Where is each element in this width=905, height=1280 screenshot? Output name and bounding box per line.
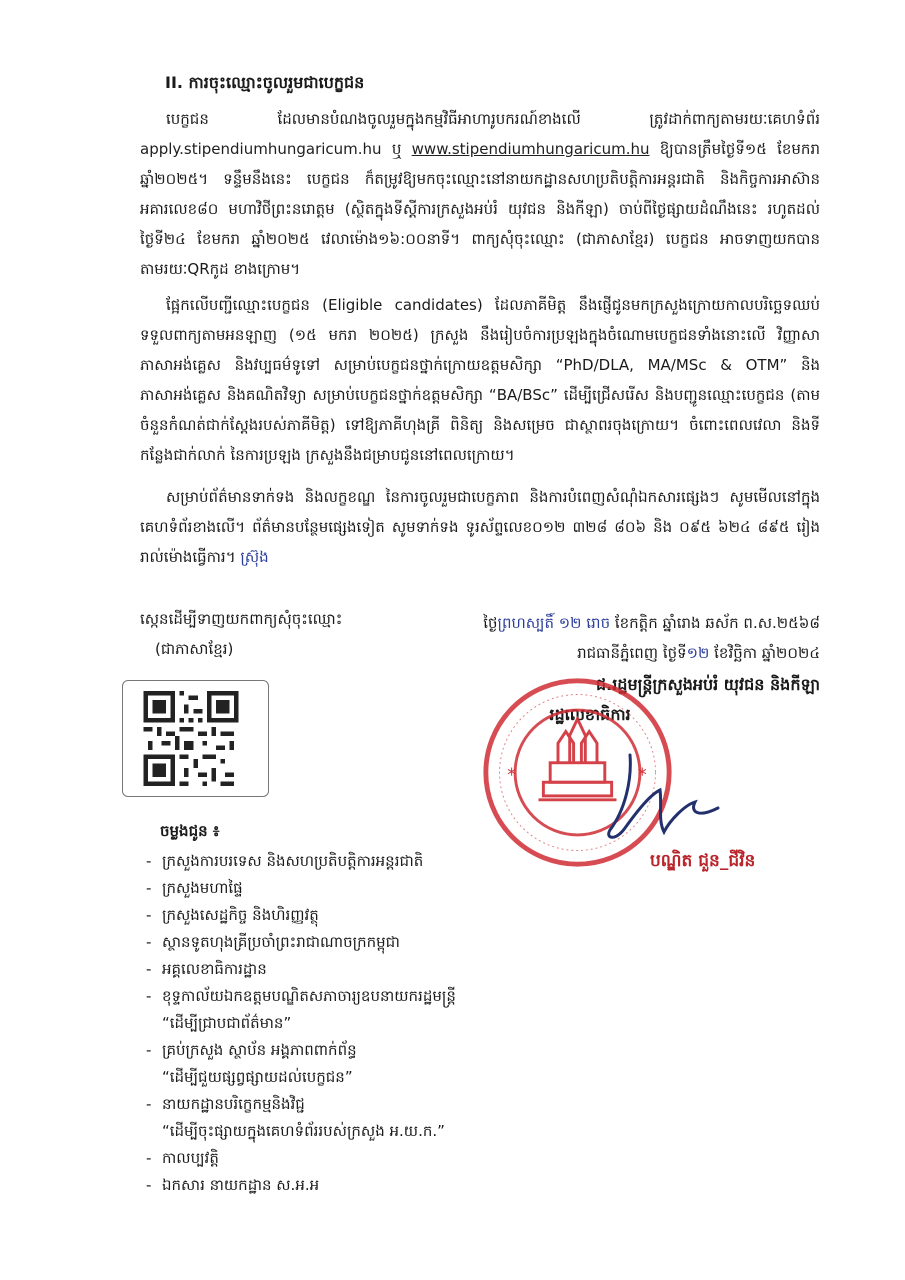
qr-code-graphic — [141, 691, 241, 786]
cc-item: - ស្ថានទូតហុងគ្រីប្រចាំព្រះរាជាណាចក្រកម្ពុជា — [140, 929, 560, 956]
date-lunar-handwritten: ព្រហស្បតិ៍ ១២ រោច — [497, 614, 611, 632]
date-lunar-prefix: ថ្ងៃ — [483, 614, 498, 632]
website-link[interactable]: www.stipendiumhungaricum.hu — [411, 140, 650, 158]
para1-or: ឬ — [391, 140, 402, 158]
para3-text: សម្រាប់ព័ត៌មានទាក់ទង និងលក្ខខណ្ឌ នៃការចូលរួមជាបេក្ខភាព និងការបំពេញសំណុំឯកសារផ្សេងៗ សូមមើលនៅក្នុងគេហទំព័រខាងលើ។ ព័ត៌មានបន្ថែមផ្សេងទៀត សូមទាក់ទង ទូរស័ព្ទលេខ០១២ ៣២៨ ៨០៦ និង ០៩៥ ៦២៤ ៨៩៥ រៀងរាល់ម៉ោងធ្វើការ។ — [140, 488, 820, 566]
cc-item: - ក្រសួងសេដ្ឋកិច្ច និងហិរញ្ញវត្ថុ — [140, 902, 560, 929]
cc-item: - ក្រសួងការបរទេស និងសហប្រតិបត្តិការអន្តរជាតិ — [140, 848, 560, 875]
qr-code[interactable] — [122, 680, 269, 797]
cc-item: - ឯកសារ នាយកដ្ឋាន ស.អ.អ — [140, 1172, 560, 1199]
cc-item: - គ្រប់ក្រសួង ស្ថាប័ន អង្គភាពពាក់ព័ន្ធ — [140, 1037, 560, 1064]
cc-item-note: “ដើម្បីជួយផ្សព្វផ្សាយដល់បេក្ខជន” — [162, 1068, 353, 1086]
date-solar — [440, 644, 820, 666]
para1-part1: បេក្ខជន ដែលមានបំណងចូលរួមក្នុងកម្មវិធីអាហារូបករណ៍ខាងលើ ត្រូវដាក់ពាក្យតាមរយៈគេហទំព័រ — [166, 110, 820, 128]
cc-item: - ខុទ្ទកាល័យឯកឧត្តមបណ្ឌិតសភាចារ្យឧបនាយករដ្ឋមន្ត្រី — [140, 983, 560, 1010]
svg-text:*: * — [507, 765, 517, 786]
cc-item: - ក្រសួងមហាផ្ទៃ — [140, 875, 560, 902]
handwritten-initials: ស្រ៊ុង — [240, 548, 269, 566]
cc-title: ចម្លងជូន ៖ — [160, 822, 220, 840]
cc-item: - អគ្គលេខាធិការដ្ឋាន — [140, 956, 560, 983]
qr-sublabel: (ជាភាសាខ្មែរ) — [155, 640, 234, 658]
date-solar-prefix: រាជធានីភ្នំពេញ ថ្ងៃទី — [577, 644, 687, 662]
apply-link[interactable]: apply.stipendiumhungaricum.hu — [140, 140, 382, 158]
para2-text: ផ្អែកលើបញ្ជីឈ្មោះបេក្ខជន (Eligible candidates) ដែលភាគីមិត្ត នឹងផ្ញើជូនមកក្រសួងក្រោយកាលបរិច្ឆេទឈប់ទទួលពាក្យតាមអនឡាញ (១៥ មករា ២០២៥) ក្រសួង នឹងរៀបចំការប្រឡងក្នុងចំណោមបេក្ខជនទាំងនោះលើ វិញ្ញាសាភាសាអង់គ្លេស និងវប្បធម៌ទូទៅ សម្រាប់បេក្ខជនថ្នាក់ក្រោយឧត្តមសិក្សា “PhD/DLA, MA/MSc & OTM” និងភាសាអង់គ្លេស និងគណិតវិទ្យា សម្រាប់បេក្ខជនថ្នាក់ឧត្តមសិក្សា “BA/BSc” ដើម្បីជ្រើសរើស និងបញ្ជូនឈ្មោះបេក្ខជន (តាមចំនួនកំណត់ជាក់ស្តែងរបស់ភាគីមិត្ត) ទៅឱ្យភាគីហុងគ្រី ពិនិត្យ និងសម្រេច ជាស្ថាពរចុងក្រោយ។ ចំពោះពេលវេលា និងទីកន្លែងជាក់លាក់ នៃការប្រឡង ក្រសួងនឹងជម្រាបជូននៅពេលក្រោយ។ — [140, 296, 820, 464]
cc-item: - នាយកដ្ឋានបរិក្ខេកម្មនិងវិជ្ជ — [140, 1091, 560, 1118]
cc-list — [140, 848, 560, 1199]
date-lunar — [440, 614, 820, 636]
signer-name: បណ្ឌិត ជួន_ជីវិន — [650, 851, 756, 871]
date-solar-day: ១២ — [686, 644, 710, 662]
paragraph-registration — [140, 104, 820, 278]
cc-item-note: “ដើម្បីចុះផ្សាយក្នុងគេហទំព័ររបស់ក្រសួង អ.យ.ក.” — [162, 1122, 445, 1140]
date-solar-rest: ខែវិច្ឆិកា ឆ្នាំ២០២៤ — [714, 644, 820, 662]
paragraph-exam — [140, 290, 820, 480]
cc-item-note: “ដើម្បីជ្រាបជាព័ត៌មាន” — [162, 1014, 292, 1032]
minister-title: ជ.រដ្ឋមន្ត្រីក្រសួងអប់រំ យុវជន និងកីឡា — [595, 675, 820, 694]
section-title: II. ការចុះឈ្មោះចូលរួមជាបេក្ខជន — [165, 73, 365, 92]
cc-item: - កាលប្បវត្តិ — [140, 1145, 560, 1172]
date-lunar-rest: ខែកត្តិក ឆ្នាំរោង ឆស័ក ព.ស.២៥៦៨ — [614, 614, 820, 632]
qr-label: ស្កេនដើម្បីទាញយកពាក្យសុំចុះឈ្មោះ — [140, 610, 343, 628]
paragraph-contact — [140, 482, 820, 582]
secretary-title: រដ្ឋលេខាធិការ — [549, 705, 631, 724]
handwritten-signature-icon — [590, 750, 740, 850]
svg-text:*: * — [637, 765, 647, 786]
para1-part2: ឱ្យបានត្រឹមថ្ងៃទី១៥ ខែមករា ឆ្នាំ២០២៥។ ទន្ទឹមនឹងនេះ បេក្ខជន ក៏តម្រូវឱ្យមកចុះឈ្មោះនៅនាយកដ្ឋានសហប្រតិបត្តិការអន្តរជាតិ និងកិច្ចការអាស៊ាន អគារលេខ៨០ មហាវិថីព្រះនរោត្តម (ស្ថិតក្នុងទីស្តីការក្រសួងអប់រំ យុវជន និងកីឡា) ចាប់ពីថ្ងៃផ្សាយដំណឹងនេះ រហូតដល់ថ្ងៃទី២៤ ខែមករា ឆ្នាំ២០២៥ វេលាម៉ោង១៦:០០នាទី។ ពាក្យសុំចុះឈ្មោះ (ជាភាសាខ្មែរ) បេក្ខជន អាចទាញយកបាន តាមរយៈQRកូដ ខាងក្រោម។ — [140, 140, 820, 278]
